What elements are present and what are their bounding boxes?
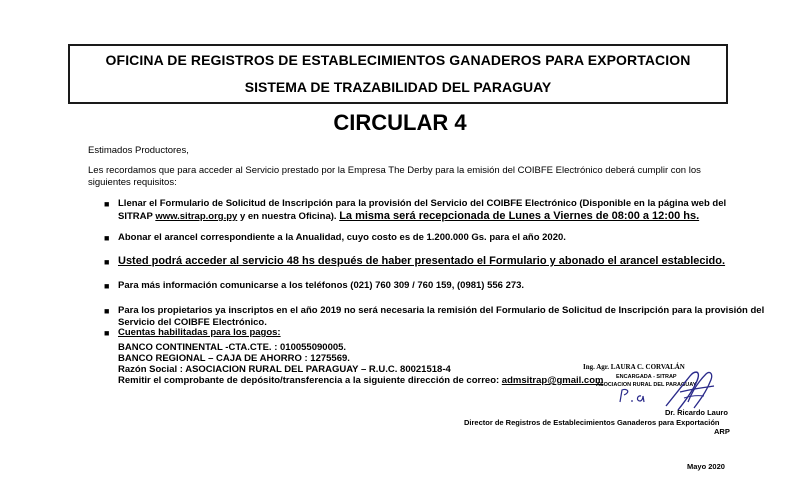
requirement-5-line-2: Servicio del COIBFE Electrónico. (118, 317, 267, 328)
accounts-heading: Cuentas habilitadas para los pagos: (118, 327, 281, 338)
office-name: OFICINA DE REGISTROS DE ESTABLECIMIENTOS GANADEROS PARA EXPORTACION (105, 52, 691, 68)
requirement-5-line-1: Para los propietarios ya inscriptos en el año 2019 no será necesaria la remisión del Formulario de Solicitud de Inscripción para la provisión del (118, 305, 765, 316)
bullet-icon: ■ (104, 257, 110, 267)
intro-line-2: siguientes requisitos: (88, 177, 177, 188)
requirement-3: Usted podrá acceder al servicio 48 hs después de haber presentado el Formulario y abonado el arancel establecido. (118, 255, 726, 267)
initials-handwriting (617, 386, 653, 406)
greeting: Estimados Productores, (88, 145, 189, 156)
bullet-icon: ■ (104, 306, 110, 316)
requirement-1-line-1: Llenar el Formulario de Solicitud de Inscripción para la provisión del Servicio del COIBFE Electrónico (Disponible en la página web del (118, 198, 727, 209)
signatory-org: ARP (714, 427, 730, 436)
stamp-role: ENCARGADA - SITRAP (616, 374, 677, 380)
account-continental: BANCO CONTINENTAL -CTA.CTE. : 010055090005. (118, 342, 347, 353)
company-name: Razón Social : ASOCIACION RURAL DEL PARAGUAY – R.U.C. 80021518-4 (118, 364, 451, 375)
stamp-name: Ing. Agr. LAURA C. CORVALÁN (583, 363, 685, 371)
signatory-title: Director de Registros de Establecimientos Ganaderos para Exportación (464, 418, 720, 427)
reception-hours: La misma será recepcionada de Lunes a Viernes de 08:00 a 12:00 hs. (339, 210, 700, 222)
initials-image (617, 386, 653, 411)
account-regional: BANCO REGIONAL – CAJA DE AHORRO : 1275569. (118, 353, 350, 364)
circular-title: CIRCULAR 4 (333, 110, 467, 135)
bullet-icon: ■ (104, 328, 110, 338)
email-link[interactable]: admsitrap@gmail.com (501, 375, 604, 386)
bullet-icon: ■ (104, 233, 110, 243)
requirement-4: Para más información comunicarse a los teléfonos (021) 760 309 / 760 159, (0981) 556 273. (118, 280, 525, 291)
stamp-org: ASOCIACION RURAL DEL PARAGUAY (596, 382, 697, 388)
sitrap-link[interactable]: www.sitrap.org.py (155, 211, 238, 222)
remit-text: Remitir el comprobante de depósito/transferencia a la siguiente dirección de correo: (118, 375, 502, 386)
remit-instructions (118, 375, 603, 387)
bullet-icon: ■ (104, 199, 110, 209)
requirement-2: Abonar el arancel correspondiente a la Anualidad, cuyo costo es de 1.200.000 Gs. para el año 2020. (118, 232, 566, 243)
system-name: SISTEMA DE TRAZABILIDAD DEL PARAGUAY (244, 79, 552, 95)
requirement-1-pre: SITRAP (118, 211, 156, 222)
intro-line-1: Les recordamos que para acceder al Servicio prestado por la Empresa The Derby para la emisión del COIBFE Electrónico deberá cumplir con los (88, 165, 701, 176)
signatory-name: Dr. Ricardo Lauro (665, 408, 728, 417)
requirement-1-line-2 (118, 210, 699, 223)
document-date: Mayo 2020 (687, 462, 725, 471)
bullet-icon: ■ (104, 281, 110, 291)
header-box (68, 44, 728, 104)
requirement-1-mid: y en nuestra Oficina). (237, 211, 340, 222)
